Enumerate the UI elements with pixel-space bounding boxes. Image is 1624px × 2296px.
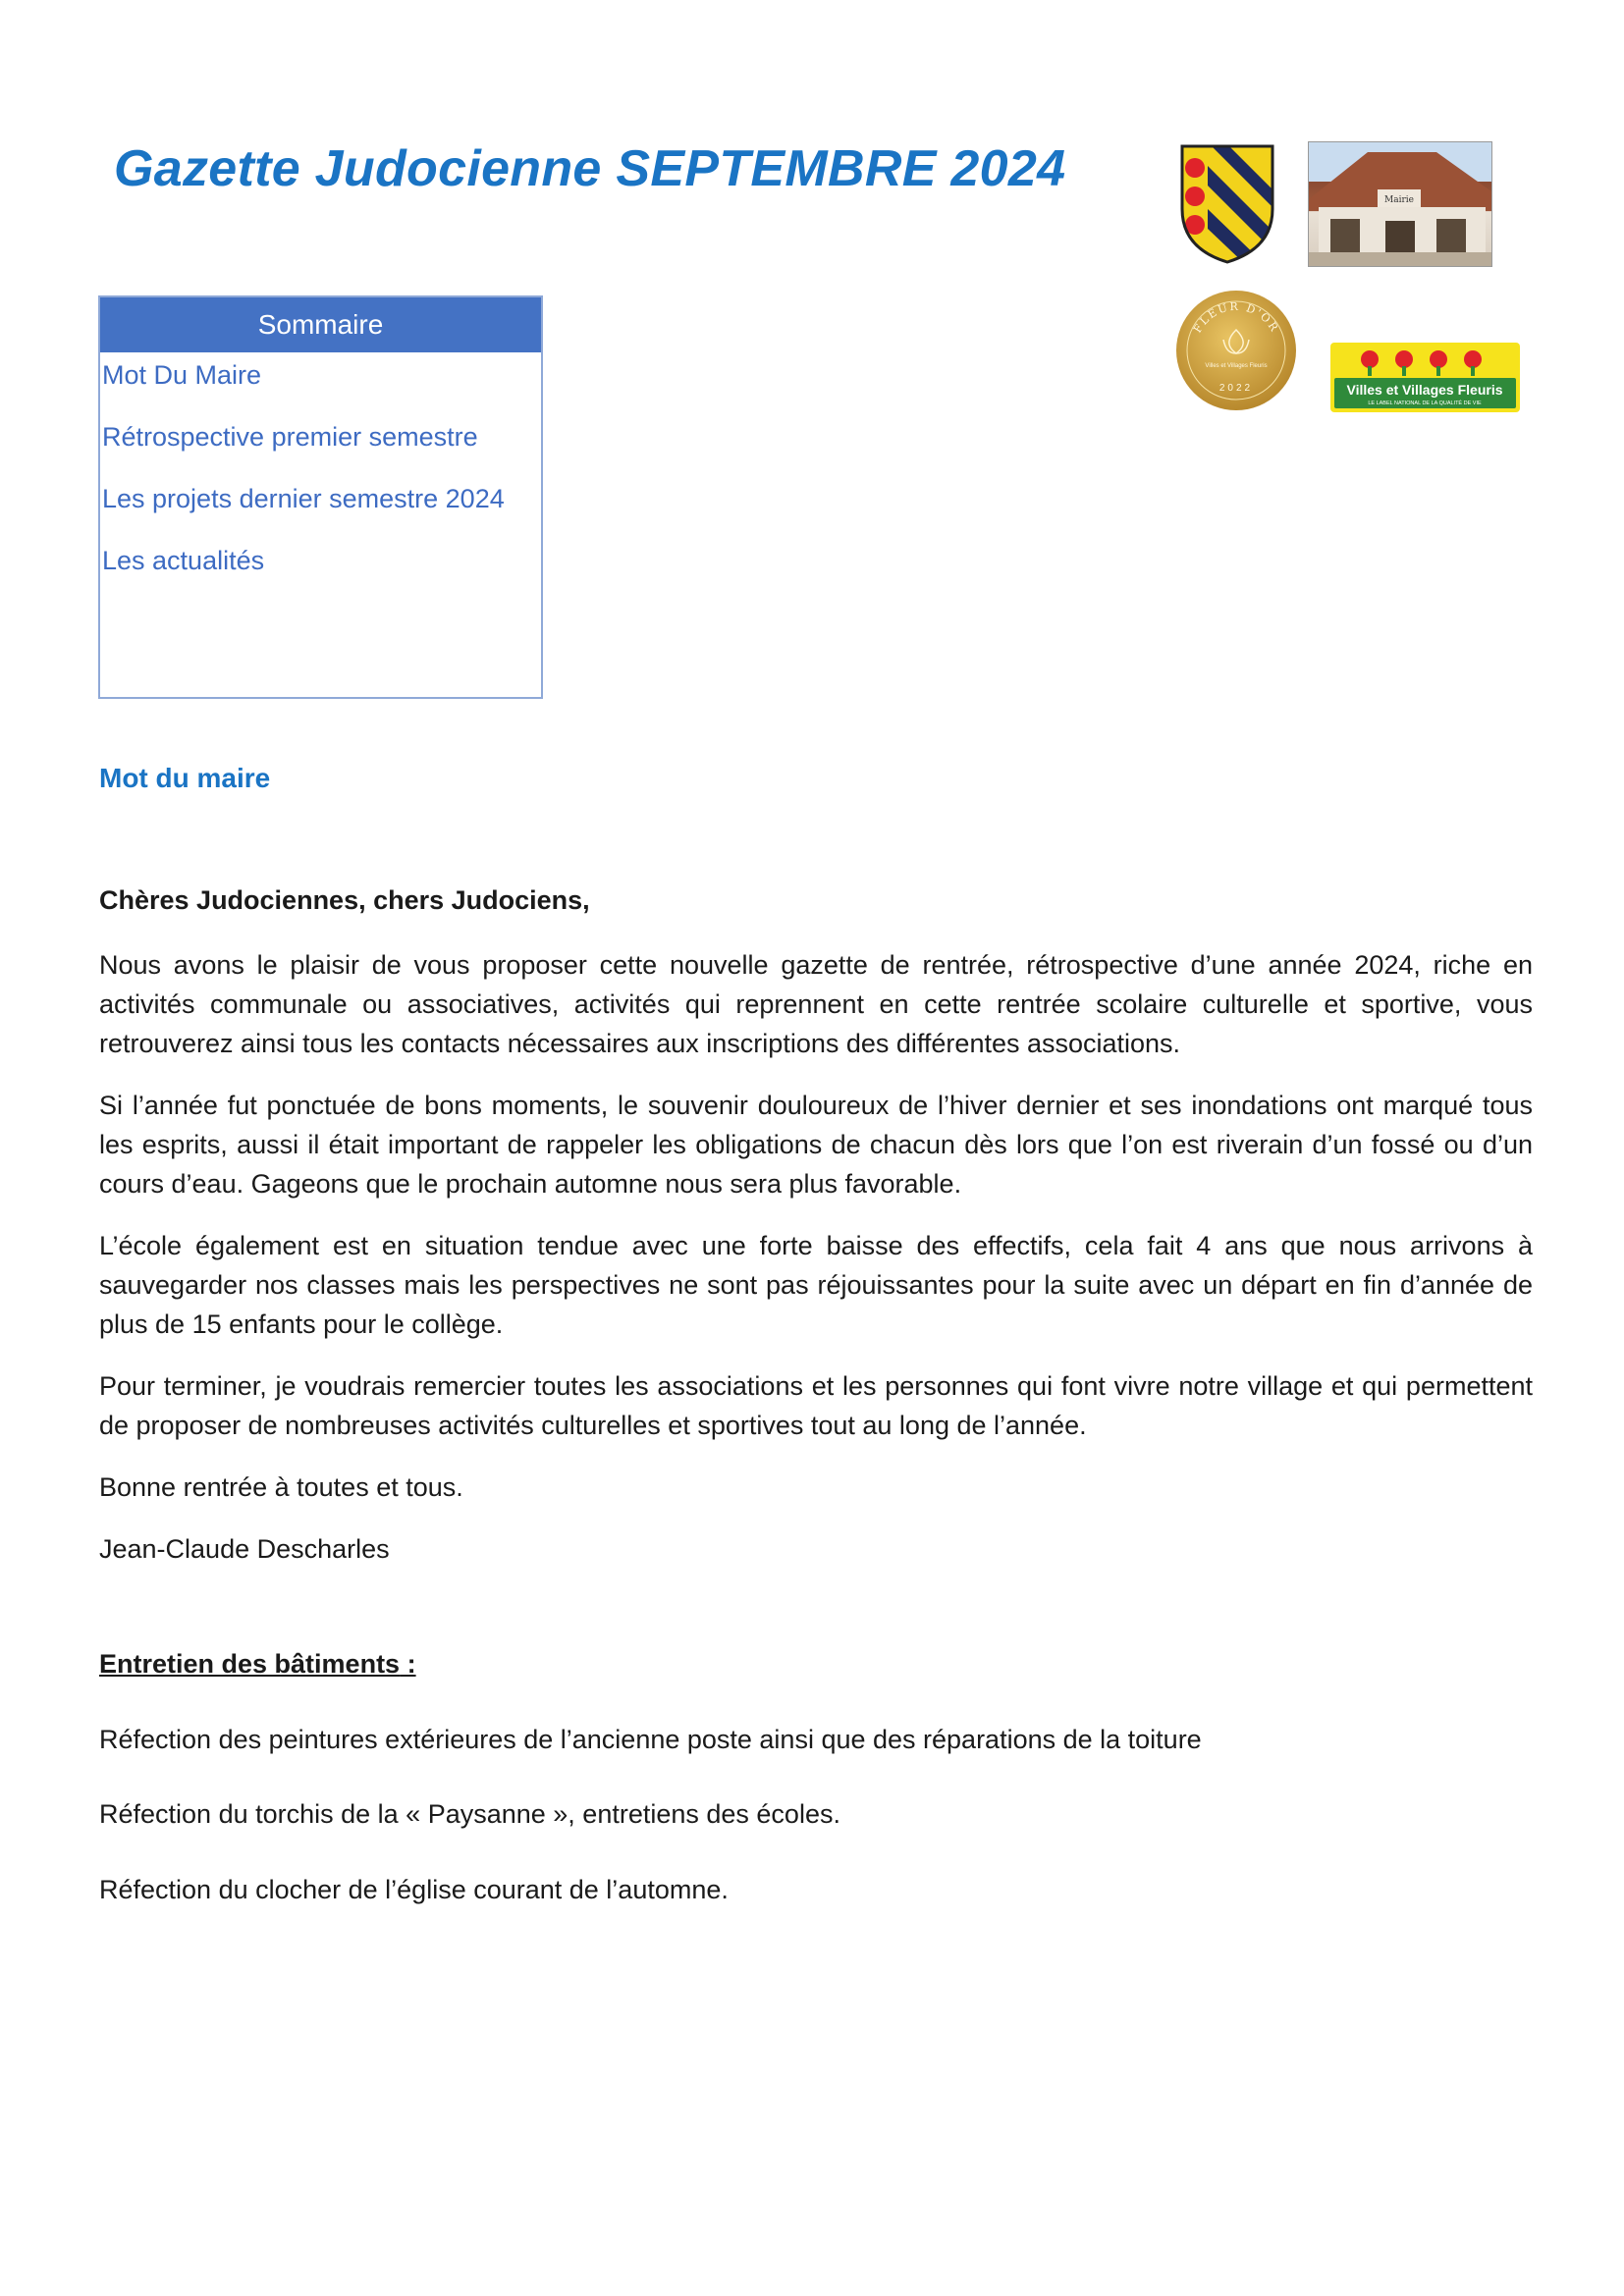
paragraph: Pour terminer, je voudrais remercier toutes les associations et les personnes qui font vivre notre village et qui permettent de proposer de nombreuses activités culturelles et sportives tout au long de l’année.	[99, 1371, 1533, 1440]
fleur-dor-center-text: Villes et Villages Fleuris	[1205, 363, 1268, 369]
entretien-item: Réfection du clocher de l’église courant de l’automne.	[99, 1875, 729, 1904]
villes-fleuris-name: Villes et Villages Fleuris	[1346, 382, 1503, 398]
villes-villages-fleuris-logo	[1330, 343, 1520, 412]
entretien-item: Réfection du torchis de la « Paysanne », entretiens des écoles.	[99, 1799, 840, 1829]
gazette-title: Gazette Judocienne SEPTEMBRE 2024	[114, 140, 1066, 197]
toc-item-projets[interactable]: Les projets dernier semestre 2024	[102, 484, 505, 513]
toc-list	[100, 352, 541, 600]
coat-of-arms-icon	[1178, 142, 1276, 266]
greeting: Chères Judociennes, chers Judociens,	[99, 885, 590, 915]
paragraph: L’école également est en situation tendue avec une forte baisse des effectifs, cela fait 4 ans que nous arrivons à sauvegarder nos classes mais les perspectives ne sont pas réjouissantes pour la suite avec un départ en fin d’année de plus de 15 enfants pour le collège.	[99, 1231, 1533, 1339]
toc-item-mot-du-maire[interactable]: Mot Du Maire	[102, 360, 262, 390]
fleur-dor-arc-text: FLEUR D'OR	[1190, 299, 1282, 336]
entretien-heading-row	[99, 1649, 416, 1680]
toc-item-actualites[interactable]: Les actualités	[102, 546, 265, 575]
paragraph: Nous avons le plaisir de vous proposer cette nouvelle gazette de rentrée, rétrospective d’une année 2024, riche en activités communale ou associatives, activités qui reprennent en cette rentrée scolaire culturelle et sportive, vous retrouverez ainsi tous les contacts nécessaires aux inscriptions des différentes associations.	[99, 950, 1533, 1058]
toc-item-retrospective[interactable]: Rétrospective premier semestre	[102, 422, 478, 452]
paragraph: Si l’année fut ponctuée de bons moments, le souvenir douloureux de l’hiver dernier et ses inondations ont marqué tous les esprits, aussi il était important de rappeler les obligations de chacun dès lors que l’on est riverain d’un fossé ou d’un cours d’eau. Gageons que le prochain automne nous sera plus favorable.	[99, 1091, 1533, 1199]
table-of-contents	[98, 295, 543, 699]
toc-header: Sommaire	[100, 297, 541, 352]
entretien-item: Réfection des peintures extérieures de l’ancienne poste ainsi que des réparations de la toiture	[99, 1725, 1202, 1754]
villes-fleuris-tagline: LE LABEL NATIONAL DE LA QUALITÉ DE VIE	[1368, 400, 1482, 406]
mairie-photo	[1308, 141, 1492, 267]
fleur-dor-badge-icon	[1174, 289, 1298, 412]
mot-du-maire-body	[99, 945, 1533, 1591]
entretien-heading: Entretien des bâtiments	[99, 1649, 401, 1679]
fleur-dor-year: 2022	[1218, 383, 1254, 394]
closing-line: Bonne rentrée à toutes et tous.	[99, 1472, 463, 1502]
mot-du-maire-heading: Mot du maire	[99, 763, 271, 793]
mairie-sign: Mairie	[1384, 195, 1414, 205]
signature: Jean-Claude Descharles	[99, 1534, 390, 1564]
entretien-heading-suffix: :	[400, 1649, 416, 1679]
